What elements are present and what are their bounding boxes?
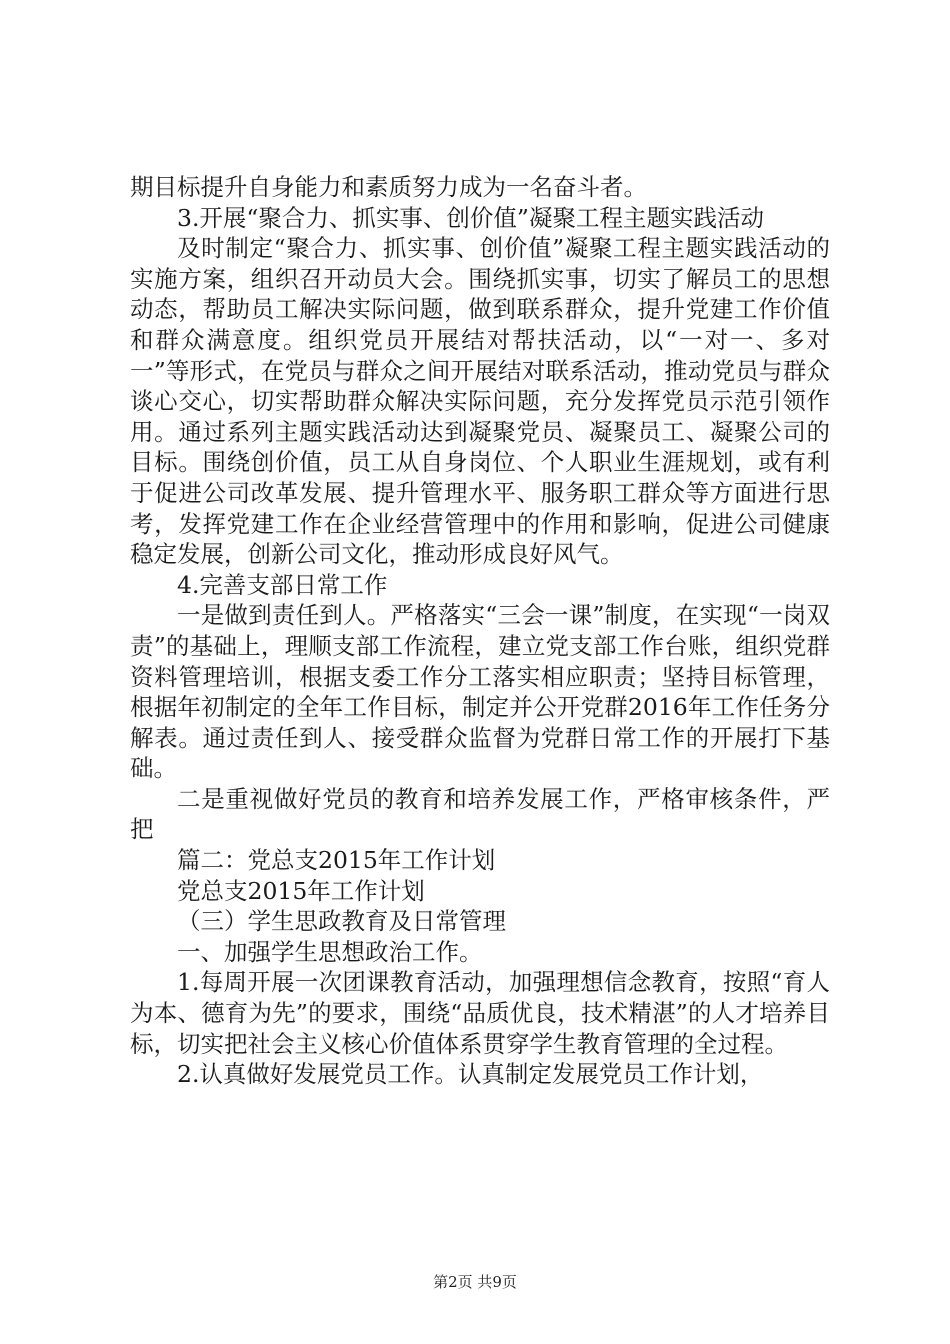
paragraph: 及时制定“聚合力、抓实事、创价值”凝聚工程主题实践活动的实施方案，组织召开动员大会。围绕抓实事，切实了解员工的思想动态，帮助员工解决实际问题，做到联系群众，提升党建工作价值和群众满意度。组织党员开展结对帮扶活动，以“一对一、多对一”等形式，在党员与群众之间开展结对联系活动，推动党员与群众谈心交心，切实帮助群众解决实际问题，充分发挥党员示范引领作用。通过系列主题实践活动达到凝聚党员、凝聚员工、凝聚公司的目标。围绕创价值，员工从自身岗位、个人职业生涯规划，或有利于促进公司改革发展、提升管理水平、服务职工群众等方面进行思考，发挥党建工作在企业经营管理中的作用和影响，促进公司健康稳定发展，创新公司文化，推动形成良好风气。 — [130, 234, 830, 569]
document-title: 党总支2015年工作计划 — [177, 876, 425, 905]
paragraph: 期目标提升自身能力和素质努力成为一名奋斗者。 — [130, 173, 647, 201]
paragraph: 1.每周开展一次团课教育活动，加强理想信念教育，按照“育人为本、德育为先”的要求，围绕“品质优良，技术精湛”的人才培养目标，切实把社会主义核心价值体系贯穿学生教育管理的全过程。 — [130, 968, 830, 1058]
section-heading: （三）学生思政教育及日常管理 — [177, 907, 506, 936]
body-text — [130, 172, 830, 1090]
paragraph: 一是做到责任到人。严格落实“三会一课”制度，在实现“一岗双责”的基础上，理顺支部工作流程，建立党支部工作台账，组织党群资料管理培训，根据支委工作分工落实相应职责；坚持目标管理，根据年初制定的全年工作目标，制定并公开党群2016年工作任务分解表。通过责任到人、接受群众监督为党群日常工作的开展打下基础。 — [130, 601, 830, 783]
page-number: 第2页 共9页 — [433, 1273, 517, 1291]
paragraph: 2.认真做好发展党员工作。认真制定发展党员工作计划， — [177, 1060, 764, 1089]
paragraph: 二是重视做好党员的教育和培养发展工作，严格审核条件，严把 — [130, 784, 830, 844]
section-heading: 3.开展“聚合力、抓实事、创价值”凝聚工程主题实践活动 — [177, 203, 764, 232]
section-heading: 篇二：党总支2015年工作计划 — [177, 846, 496, 875]
section-heading: 一、加强学生思想政治工作。 — [177, 937, 483, 966]
section-heading: 4.完善支部日常工作 — [177, 570, 388, 599]
